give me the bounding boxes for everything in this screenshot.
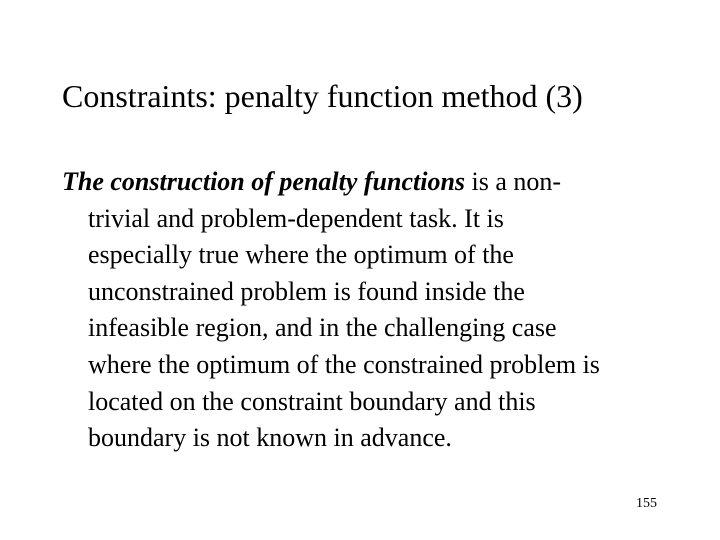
body-line-7: located on the constraint boundary and this xyxy=(88,386,536,416)
slide-title: Constraints: penalty function method (3) xyxy=(62,78,583,114)
body-line-8: boundary is not known in advance. xyxy=(88,423,452,453)
body-line-1 xyxy=(62,164,702,201)
body-line-6: where the optimum of the constrained problem is xyxy=(88,349,600,379)
page-number: 155 xyxy=(636,496,657,511)
body-line-4: unconstrained problem is found inside the xyxy=(88,276,525,306)
body-line-2: trivial and problem-dependent task. It is xyxy=(88,203,504,233)
slide-body xyxy=(62,164,702,457)
body-line-5: infeasible region, and in the challenging case xyxy=(88,313,557,343)
body-line-3: especially true where the optimum of the xyxy=(88,240,514,270)
body-line-1-rest: is a non- xyxy=(465,167,562,196)
body-emphasis: The construction of penalty functions xyxy=(62,167,466,196)
